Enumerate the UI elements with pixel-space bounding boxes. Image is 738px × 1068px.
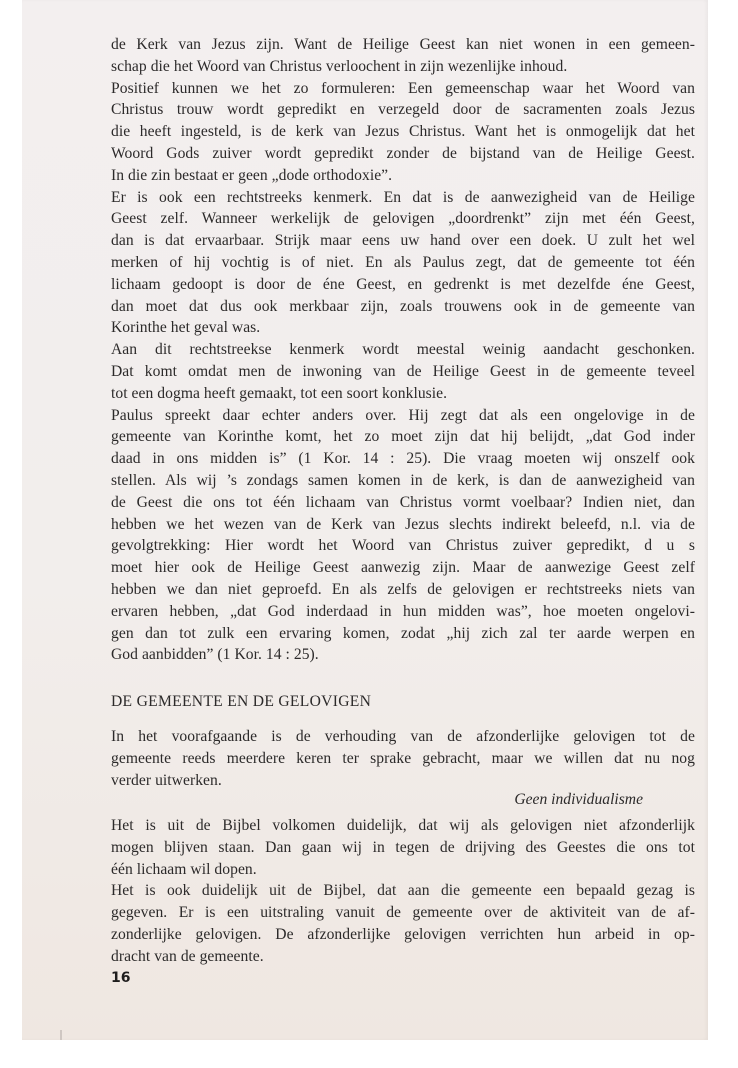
text-line: gemeente reeds meerdere keren ter sprake gebracht, maar we willen dat nu nog xyxy=(111,749,695,767)
text-line: verder uitwerken. xyxy=(111,771,222,789)
text-line: God aanbidden” (1 Kor. 14 : 25). xyxy=(111,646,319,664)
text-line: Paulus spreekt daar echter anders over. Hij zegt dat als een ongelovige in de xyxy=(111,406,695,424)
text-line: Het is uit de Bijbel volkomen duidelijk, dat wij als gelovigen niet afzonderlijk xyxy=(111,817,695,834)
text-line: die heeft ingesteld, is de kerk van Jezus Christus. Want het is onmogelijk dat het xyxy=(111,123,695,141)
text-line: lichaam gedoopt is door de éne Geest, en gedrenkt is met dezelfde éne Geest, xyxy=(111,275,695,293)
book-page xyxy=(22,0,708,1040)
text-line: gen dan tot zulk een ervaring komen, zodat „hij zich zal ter aarde werpen en xyxy=(111,624,695,642)
text-line: gegeven. Er is een uitstraling vanuit de gemeente over de aktiviteit van de af- xyxy=(111,904,695,922)
text-line: stellen. Als wij ’s zondags samen komen in de kerk, is dan de aanwezigheid van xyxy=(111,472,695,489)
text-line: Korinthe het geval was. xyxy=(111,319,261,337)
text-line: dracht van de gemeente. xyxy=(111,947,264,965)
text-line: gemeente van Korinthe komt, het zo moet zijn dat hij belijdt, „dat God inder xyxy=(111,428,695,446)
text-line: ervaren hebben, „dat God inderdaad in hun midden was”, hoe moeten ongelovi- xyxy=(111,602,695,620)
text-line: daad in ons midden is” (1 Kor. 14 : 25). Die vraag moeten wij onszelf ook xyxy=(111,450,695,468)
text-line: dan is dat ervaarbaar. Strijk maar eens uw hand over een doek. U zult het wel xyxy=(111,232,695,250)
text-line: zonderlijke gelovigen. De afzonderlijke gelovigen verrichten hun arbeid in op- xyxy=(111,926,695,943)
text-line: Positief kunnen we het zo formuleren: Een gemeenschap waar het Woord van xyxy=(111,79,695,97)
text-line: Woord Gods zuiver wordt gepredikt zonder de bijstand van de Heilige Geest. xyxy=(111,145,695,162)
text-line: In die zin bestaat er geen „dode orthodoxie”. xyxy=(111,166,393,184)
text-line: hebben we het wezen van de Kerk van Jezus slechts indirekt beleefd, n.l. via de xyxy=(111,515,695,533)
section-heading: DE GEMEENTE EN DE GELOVIGEN xyxy=(111,693,372,710)
text-line: Er is ook een rechtstreeks kenmerk. En dat is de aanwezigheid van de Heilige xyxy=(111,188,695,206)
text-line: schap die het Woord van Christus verloochent in zijn wezenlijke inhoud. xyxy=(111,57,568,75)
page-number: 16 xyxy=(111,970,131,986)
text-line: mogen blijven staan. Dan gaan wij in tegen de drijving des Geestes die ons tot xyxy=(111,838,695,856)
text-line: Dat komt omdat men de inwoning van de Heilige Geest in de gemeente teveel xyxy=(111,363,695,380)
text-line: de Kerk van Jezus zijn. Want de Heilige Geest kan niet wonen in een gemeen- xyxy=(111,36,695,53)
subheading: Geen individualisme xyxy=(514,791,643,808)
text-line: dan moet dat dus ook merkbaar zijn, zoals trouwens ook in de gemeente van xyxy=(111,297,695,315)
text-line: moet hier ook de Heilige Geest aanwezig zijn. Maar de aanwezige Geest zelf xyxy=(111,559,695,577)
text-line: merken of hij vochtig is of niet. En als Paulus zegt, dat de gemeente tot één xyxy=(111,254,695,271)
text-line: Het is ook duidelijk uit de Bijbel, dat aan die gemeente een bepaald gezag is xyxy=(111,882,695,900)
text-line: Geest zelf. Wanneer werkelijk de gelovigen „doordrenkt” zijn met één Geest, xyxy=(111,210,695,228)
text-line: gevolgtrekking: Hier wordt het Woord van Christus zuiver gepredikt, d u s xyxy=(111,537,695,555)
text-line: Aan dit rechtstreekse kenmerk wordt meestal weinig aandacht geschonken. xyxy=(111,341,695,359)
text-line: de Geest die ons tot één lichaam van Christus vormt voelbaar? Indien niet, dan xyxy=(111,493,695,511)
text-line: tot een dogma heeft gemaakt, tot een soort konklusie. xyxy=(111,384,448,402)
text-line: Christus trouw wordt gepredikt en verzegeld door de sacramenten zoals Jezus xyxy=(111,101,695,119)
text-line: In het voorafgaande is de verhouding van de afzonderlijke gelovigen tot de xyxy=(111,728,695,745)
text-line: één lichaam wil dopen. xyxy=(111,860,257,878)
text-line: hebben we dan niet geproefd. En als zelfs de gelovigen er rechtstreeks niets van xyxy=(111,581,695,598)
paper-blemish xyxy=(60,1030,62,1040)
